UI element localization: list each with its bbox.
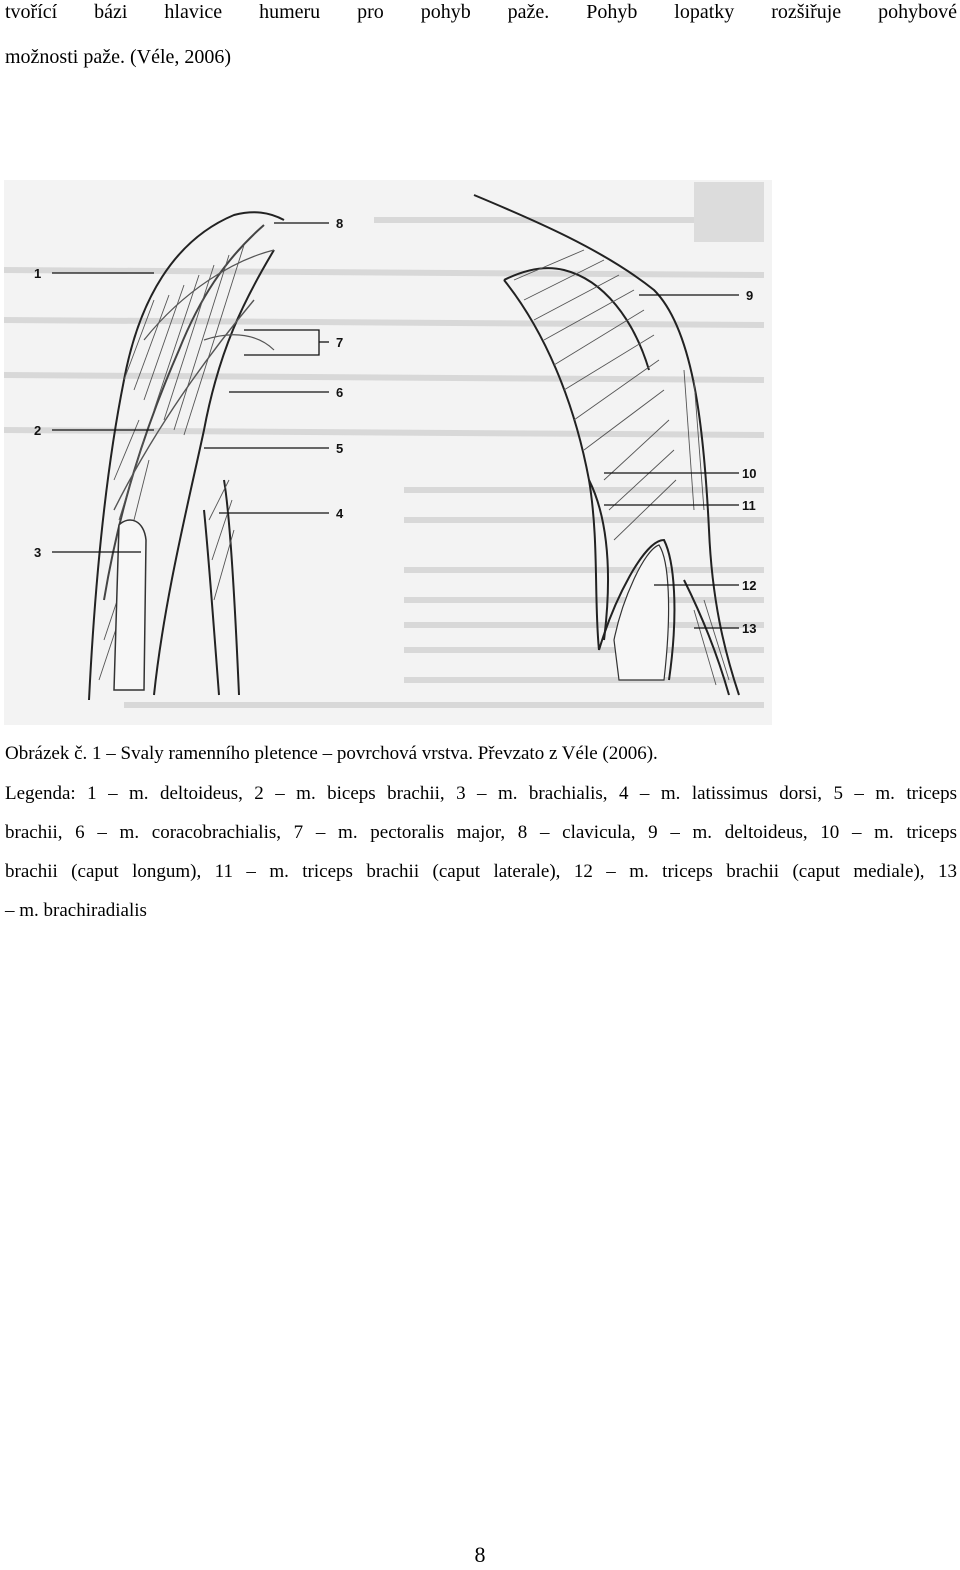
caption-legend-line-4: – m. brachiradialis — [5, 900, 147, 921]
brachialis-tendon — [114, 520, 146, 690]
figure-label-13: 13 — [742, 621, 757, 636]
figure-label-9: 9 — [746, 288, 754, 303]
background-chapter-number — [694, 182, 764, 242]
caption-legend-line-3: brachii (caput longum), 11 – m. triceps brachii (caput laterale), 12 – m. triceps brachii (caput mediale), 13 — [5, 861, 957, 882]
page-number: 8 — [474, 1542, 486, 1567]
figure-label-10: 10 — [742, 466, 757, 481]
figure-label-7: 7 — [336, 335, 344, 350]
figure-label-4: 4 — [336, 506, 344, 521]
caption-legend-line-1: Legenda: 1 – m. deltoideus, 2 – m. biceps brachii, 3 – m. brachialis, 4 – m. latissimus dorsi, 5 – m. triceps — [5, 783, 957, 804]
figure-label-6: 6 — [336, 385, 344, 400]
body-text-line-1: tvořící bázi hlavice humeru pro pohyb paže. Pohyb lopatky rozšiřuje pohybové — [5, 1, 957, 23]
figure-label-3: 3 — [34, 545, 42, 560]
figure-label-11: 11 — [742, 498, 756, 513]
figure-label-8: 8 — [336, 216, 344, 231]
triceps-tendon — [614, 545, 669, 680]
figure-label-2: 2 — [34, 423, 42, 438]
shoulder-muscles-illustration — [4, 180, 772, 725]
anatomy-figure — [4, 180, 772, 725]
figure-label-1: 1 — [34, 266, 42, 281]
body-text-line-2: možnosti paže. (Véle, 2006) — [5, 46, 232, 68]
caption-legend-line-2: brachii, 6 – m. coracobrachialis, 7 – m. pectoralis major, 8 – clavicula, 9 – m. deltoideus, 10 – m. triceps — [5, 822, 957, 843]
figure-label-5: 5 — [336, 441, 344, 456]
caption-title: Obrázek č. 1 – Svaly ramenního pletence – povrchová vrstva. Převzato z Véle (2006). — [5, 743, 658, 764]
figure-label-12: 12 — [742, 578, 757, 593]
